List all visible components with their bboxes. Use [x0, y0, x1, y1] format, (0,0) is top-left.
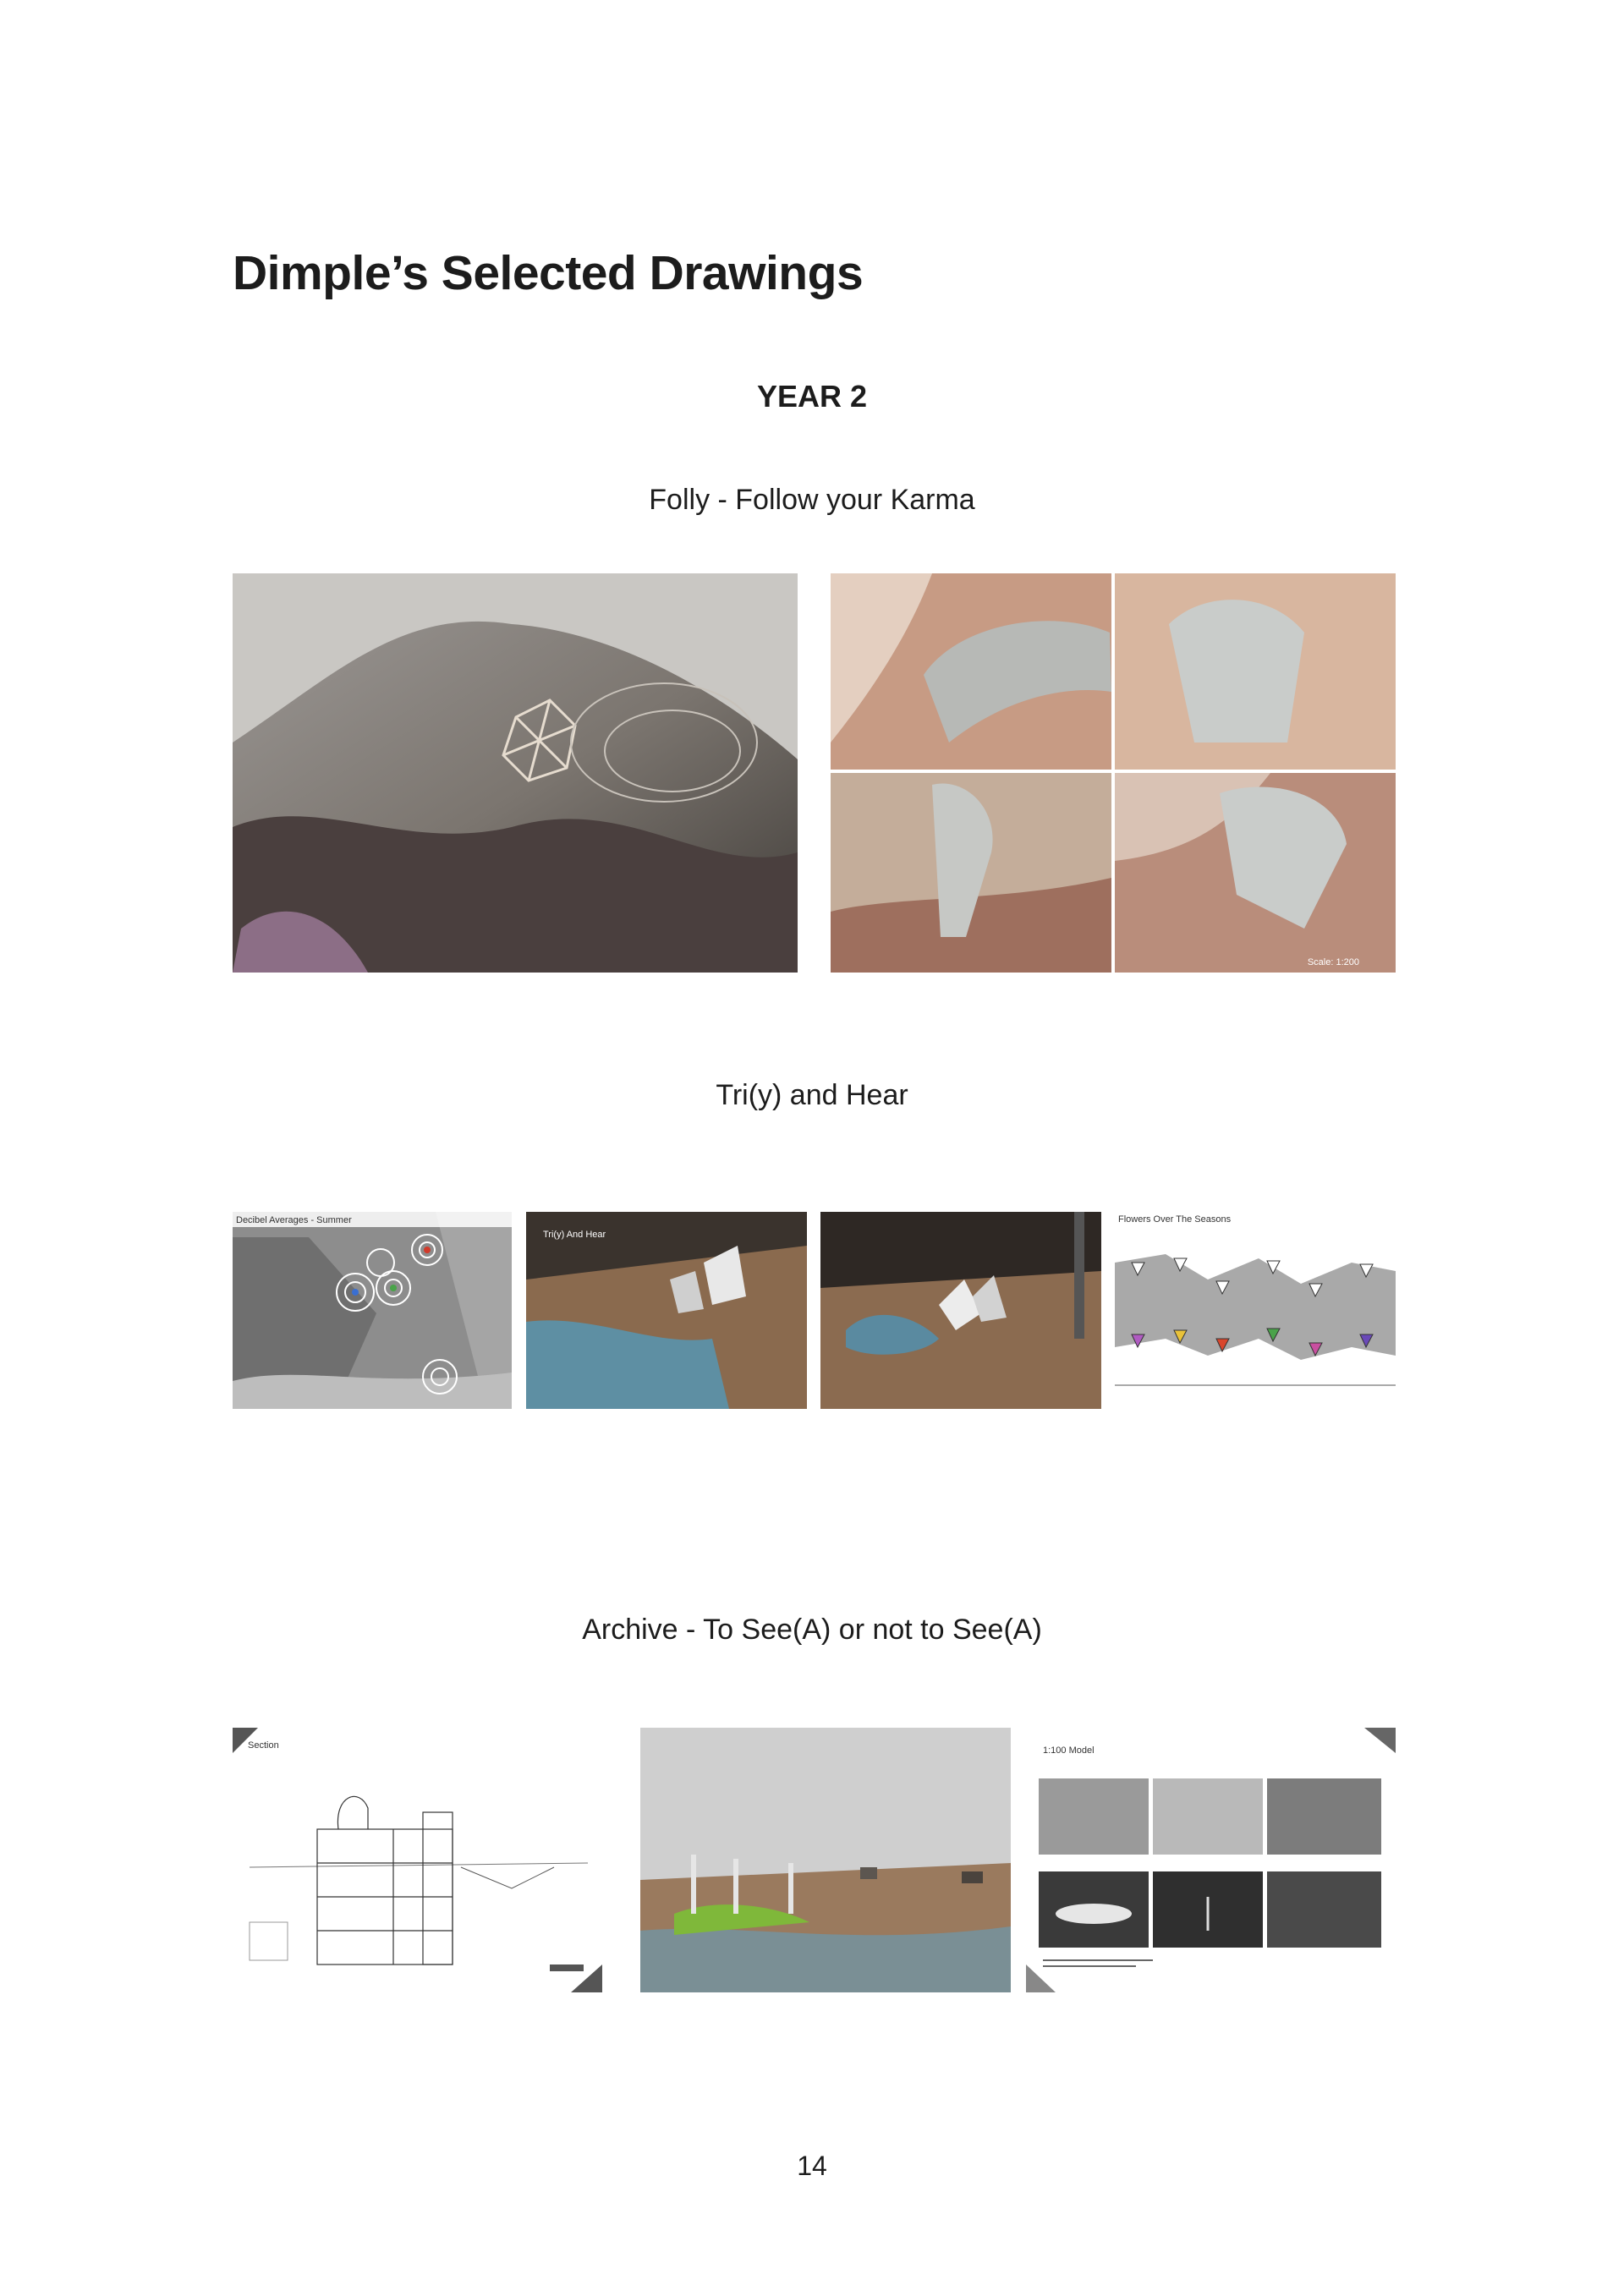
folly-collage: [831, 573, 1396, 973]
section-caption: Section: [248, 1740, 279, 1751]
section-title-folly: Folly - Follow your Karma: [649, 484, 975, 516]
page-title: Dimple’s Selected Drawings: [233, 246, 864, 300]
flowers-over-the-seasons-diagram: [1115, 1212, 1396, 1409]
model-details-sheet: [1026, 1728, 1396, 1992]
model-caption: Tri(y) And Hear: [543, 1230, 606, 1240]
page-number: 14: [797, 2151, 827, 2181]
scale-note: Scale: 1:200: [1307, 957, 1359, 967]
model-photo-1: [526, 1212, 807, 1409]
diagram-caption: Flowers Over The Seasons: [1118, 1214, 1232, 1225]
section-title-archive: Archive - To See(A) or not to See(A): [582, 1614, 1042, 1646]
sheet-caption: 1:100 Model: [1043, 1745, 1095, 1756]
model-photo-2: [820, 1212, 1101, 1409]
decibel-averages-map: [233, 1212, 512, 1409]
section-drawing: [233, 1728, 602, 1992]
archive-model-photo: [640, 1728, 1011, 1992]
section-title-triy-and-hear: Tri(y) and Hear: [716, 1079, 908, 1111]
year-heading: YEAR 2: [756, 379, 868, 414]
map-caption: Decibel Averages - Summer: [236, 1215, 352, 1225]
folly-model-photo: [233, 573, 798, 973]
